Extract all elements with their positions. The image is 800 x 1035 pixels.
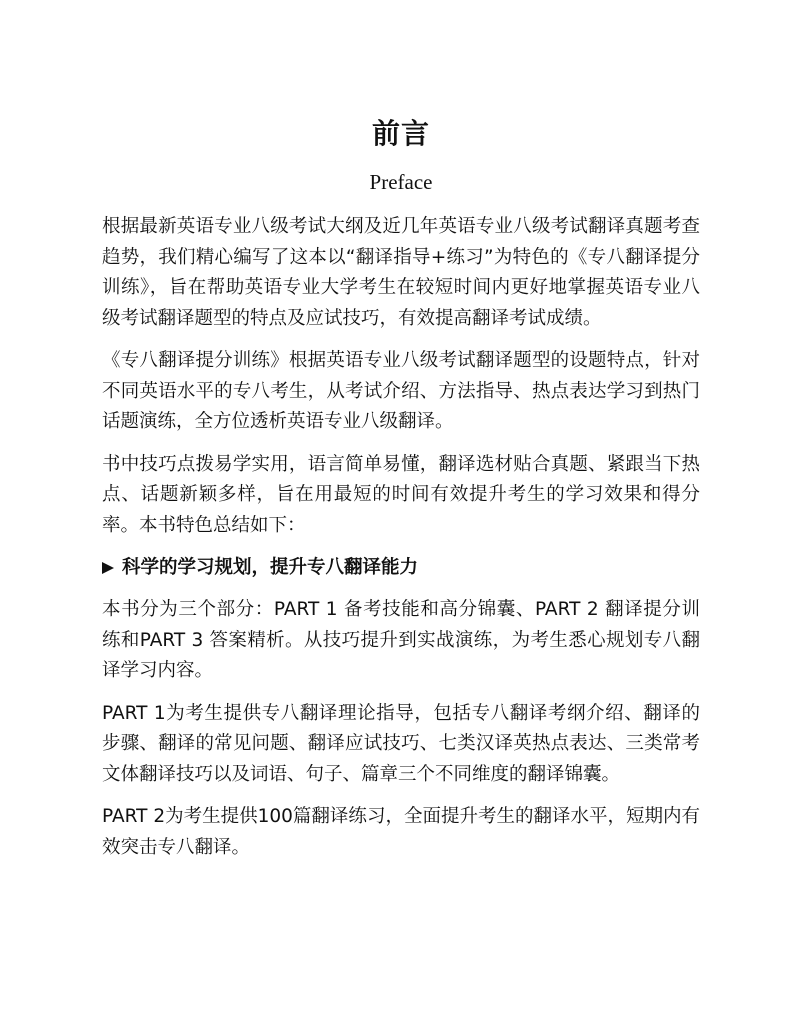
intro-paragraph-2: 《专八翻译提分训练》根据英语专业八级考试翻译题型的设题特点，针对不同英语水平的专八考生，从考试介绍、方法指导、热点表达学习到热门话题演练，全方位透析英语专业八级翻译。 bbox=[102, 350, 700, 432]
triangle-bullet-icon bbox=[102, 562, 114, 574]
page-title: 前言 bbox=[371, 117, 430, 150]
document-page bbox=[102, 114, 700, 875]
intro-paragraph-1: 根据最新英语专业八级考试大纲及近几年英语专业八级考试翻译真题考查趋势，我们精心编写了这本以“翻译指导+练习”为特色的《专八翻译提分训练》，旨在帮助英语专业大学考生在较短时间内更好地掌握英语专业八级考试翻译题型的特点及应试技巧，有效提高翻译考试成绩。 bbox=[102, 216, 700, 329]
section-heading-text: 科学的学习规划，提升专八翻译能力 bbox=[122, 557, 419, 578]
section-paragraph-3: PART 2为考生提供100篇翻译练习，全面提升考生的翻译水平，短期内有效突击专八翻译。 bbox=[102, 806, 700, 858]
intro-paragraph-3: 书中技巧点拨易学实用，语言简单易懂，翻译选材贴合真题、紧跟当下热点、话题新颖多样，旨在用最短的时间有效提升考生的学习效果和得分率。本书特色总结如下： bbox=[102, 453, 700, 536]
section-paragraph-2: PART 1为考生提供专八翻译理论指导，包括专八翻译考纲介绍、翻译的步骤、翻译的常见问题、翻译应试技巧、七类汉译英热点表达、三类常考文体翻译技巧以及词语、句子、篇章三个不同维度的翻译锦囊。 bbox=[102, 702, 700, 785]
section-paragraph-1: 本书分为三个部分：PART 1 备考技能和高分锦囊、PART 2 翻译提分训练和PART 3 答案精析。从技巧提升到实战演练，为考生悉心规划专八翻译学习内容。 bbox=[102, 599, 700, 681]
page-subtitle: Preface bbox=[369, 170, 433, 194]
section-heading bbox=[102, 553, 700, 583]
